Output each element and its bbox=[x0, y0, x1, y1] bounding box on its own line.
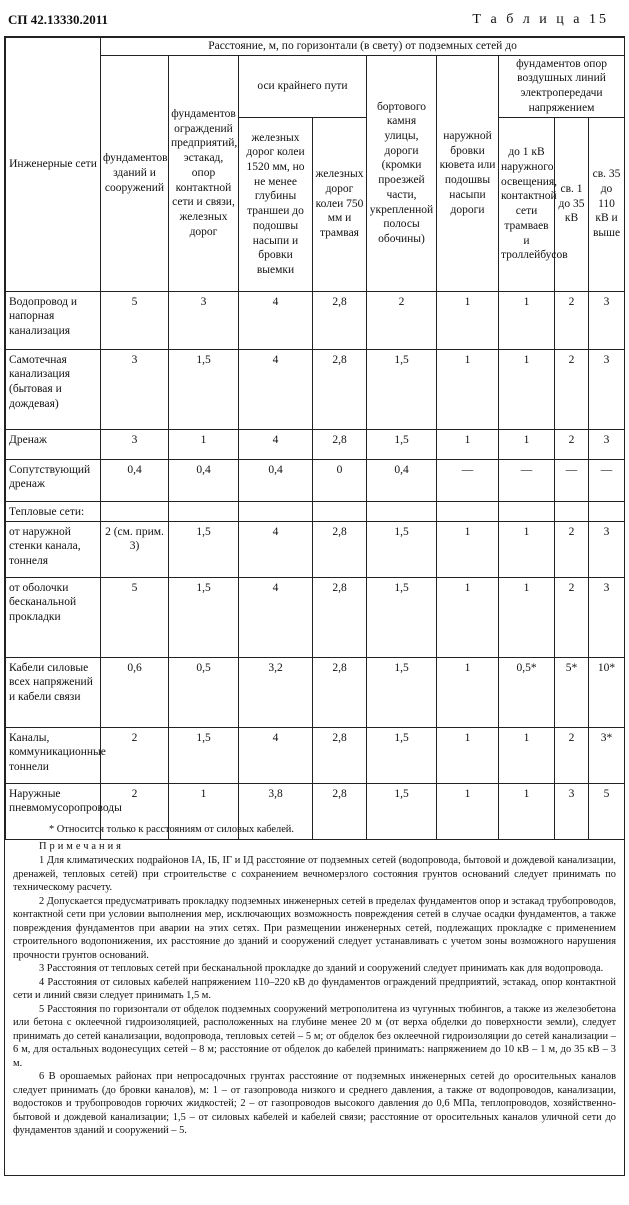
cell: 0,6 bbox=[101, 657, 169, 727]
header-engineering-networks: Инженерные сети bbox=[6, 38, 101, 292]
row-name: Дренаж bbox=[6, 429, 101, 459]
table-row bbox=[6, 459, 625, 501]
cell: 0,5* bbox=[499, 657, 555, 727]
cell: 1,5 bbox=[367, 657, 437, 727]
cell: 1,5 bbox=[367, 577, 437, 657]
header-rail-750: железных дорог колеи 750 мм и трамвая bbox=[313, 117, 367, 291]
cell: 1 bbox=[437, 349, 499, 429]
cell: 3 bbox=[169, 291, 239, 349]
cell: 4 bbox=[239, 429, 313, 459]
note-item: 2 Допускается предусматривать прокладку подземных инженерных сетей в пределах фундаментов опор и эстакад трубопроводов, контактной сети при условии выполнения мер, исключающих возможность повреждения сетей в случае осадки фундаментов, а также повреждения фундаментов при аварии на этих сетях. При размещении инженерных сетей, подлежащих прокладке с применением строительного водопонижения, их расстояние до зданий и сооружений следует устанавливать с учетом зоны возможного нарушения прочности грунтов оснований. bbox=[13, 895, 616, 961]
footnote: * Относится только к расстояниям от силовых кабелей. bbox=[49, 824, 294, 835]
cell: 3 bbox=[101, 349, 169, 429]
cell: 2,8 bbox=[313, 577, 367, 657]
cell: 5* bbox=[555, 657, 589, 727]
table-row bbox=[6, 521, 625, 577]
cell bbox=[437, 501, 499, 521]
row-name: Кабели силовые всех напряжений и кабели связи bbox=[6, 657, 101, 727]
header-ditch-edge: наружной бровки кювета или подошвы насыпи дороги bbox=[437, 55, 499, 291]
cell bbox=[499, 501, 555, 521]
cell bbox=[589, 501, 625, 521]
cell: 5 bbox=[589, 783, 625, 839]
cell: 5 bbox=[101, 577, 169, 657]
notes-title: Примечания bbox=[39, 840, 124, 852]
table-row bbox=[6, 501, 625, 521]
cell: 3 bbox=[589, 521, 625, 577]
cell: 1,5 bbox=[367, 349, 437, 429]
cell: 3,8 bbox=[239, 783, 313, 839]
cell: 2 bbox=[367, 291, 437, 349]
header-pole-foundations: фундаментов опор воздушных линий электропередачи напряжением bbox=[499, 55, 625, 117]
cell: 1,5 bbox=[169, 577, 239, 657]
cell: 2,8 bbox=[313, 429, 367, 459]
cell: 2 (см. прим. 3) bbox=[101, 521, 169, 577]
note-item: 4 Расстояния от силовых кабелей напряжением 110–220 кВ до фундаментов ограждений предприятий, эстакад, опор контактной сети и линий связи следует принимать 1,5 м. bbox=[13, 976, 616, 1002]
cell: 1 bbox=[499, 349, 555, 429]
cell: 0,5 bbox=[169, 657, 239, 727]
cell: 1,5 bbox=[169, 727, 239, 783]
cell: 3,2 bbox=[239, 657, 313, 727]
table-number: Т а б л и ц а 15 bbox=[472, 12, 609, 27]
cell: 4 bbox=[239, 521, 313, 577]
row-name: от оболочки бесканальной прокладки bbox=[6, 577, 101, 657]
table-row bbox=[6, 349, 625, 429]
cell: 2 bbox=[555, 349, 589, 429]
cell: 2,8 bbox=[313, 349, 367, 429]
cell: 0,4 bbox=[239, 459, 313, 501]
cell: 0 bbox=[313, 459, 367, 501]
cell: — bbox=[589, 459, 625, 501]
cell: 3 bbox=[589, 349, 625, 429]
cell: 1 bbox=[437, 727, 499, 783]
cell: 1,5 bbox=[169, 521, 239, 577]
cell: 1,5 bbox=[367, 521, 437, 577]
table-row bbox=[6, 429, 625, 459]
distance-table bbox=[5, 37, 625, 840]
cell bbox=[169, 501, 239, 521]
cell: 1 bbox=[169, 783, 239, 839]
cell: 1 bbox=[437, 291, 499, 349]
cell: 4 bbox=[239, 727, 313, 783]
cell: 4 bbox=[239, 291, 313, 349]
cell: 3 bbox=[589, 577, 625, 657]
table-row bbox=[6, 657, 625, 727]
cell: 2,8 bbox=[313, 657, 367, 727]
cell: 1 bbox=[169, 429, 239, 459]
row-name: Сопутствующий дренаж bbox=[6, 459, 101, 501]
note-item: 1 Для климатических подрайонов IА, IБ, IГ и IД расстояние от подземных сетей (водопровода, бытовой и дождевой канализации, дренажей, тепловых сетей) при строительстве с сохранением вечномерзлого состояния грунтов оснований следует принимать по техническому расчету. bbox=[13, 855, 616, 894]
cell: 1 bbox=[499, 727, 555, 783]
cell: 2 bbox=[555, 727, 589, 783]
header-distance-super: Расстояние, м, по горизонтали (в свету) от подземных сетей до bbox=[101, 38, 625, 56]
note-item: 6 В орошаемых районах при непросадочных грунтах расстояние от подземных инженерных сетей до оросительных каналов следует принимать (до бровки каналов), м: 1 – от газопровода низкого и среднего давления, а также от водопроводов, канализации, водостоков и трубопроводов горючих жидкостей; 2 – от газопроводов высокого давления до 0,6 МПа, теплопроводов, хозяйственно-бытовой и дождевой канализации; 1,5 – от силовых кабелей и кабелей связи; расстояние от оросительных каналов уличной сети до фундаментов зданий и сооружений – 5. bbox=[13, 1071, 616, 1137]
cell: 3 bbox=[589, 291, 625, 349]
cell: 2 bbox=[555, 291, 589, 349]
row-name: Самотечная канализация (бытовая и дождевая) bbox=[6, 349, 101, 429]
cell: 1,5 bbox=[169, 349, 239, 429]
cell: 1,5 bbox=[367, 783, 437, 839]
cell: 0,4 bbox=[101, 459, 169, 501]
note-item: 3 Расстояния от тепловых сетей при бесканальной прокладке до зданий и сооружений следует принимать как для водопровода. bbox=[39, 963, 604, 975]
row-name: Тепловые сети: bbox=[6, 501, 101, 521]
table-row bbox=[6, 577, 625, 657]
cell: 3 bbox=[101, 429, 169, 459]
cell: 2,8 bbox=[313, 291, 367, 349]
cell: 5 bbox=[101, 291, 169, 349]
row-name: Каналы, коммуникационные тоннели bbox=[6, 727, 101, 783]
cell bbox=[367, 501, 437, 521]
cell: 0,4 bbox=[367, 459, 437, 501]
cell: 2 bbox=[101, 727, 169, 783]
cell: 4 bbox=[239, 349, 313, 429]
cell: 2 bbox=[101, 783, 169, 839]
cell: 1 bbox=[437, 521, 499, 577]
cell bbox=[239, 501, 313, 521]
header-curb-stone: бортового камня улицы, дороги (кромки проезжей части, укрепленной полосы обочины) bbox=[367, 55, 437, 291]
row-name: Водопровод и напорная канализация bbox=[6, 291, 101, 349]
cell: 3* bbox=[589, 727, 625, 783]
row-name: от наружной стенки канала, тоннеля bbox=[6, 521, 101, 577]
header-track-axis: оси крайнего пути bbox=[239, 55, 367, 117]
header-up-to-1kv: до 1 кВ наружного освещения, контактной сети трамваев и троллейбусов bbox=[499, 117, 555, 291]
cell: 1,5 bbox=[367, 727, 437, 783]
note-item: 5 Расстояния по горизонтали от обделок подземных сооружений метрополитена из чугунных тюбингов, а также из железобетона или бетона с оклеечной гидроизоляцией, расположенных на глубине менее 20 м (от верха обделки до поверхности земли), следует принимать до сетей канализации, водопровода, тепловых сетей – 5 м; от обделок без оклеечной гидроизоляции до сетей канализации – 6 м, для остальных водонесущих сетей – 8 м; расстояние от обделок до кабелей принимать: напряжением до 10 кВ – 1 м, до 35 кВ – 3 м. bbox=[13, 1003, 616, 1069]
cell: 1 bbox=[499, 429, 555, 459]
cell: — bbox=[555, 459, 589, 501]
cell bbox=[555, 501, 589, 521]
table-sheet bbox=[4, 36, 625, 1176]
cell: — bbox=[499, 459, 555, 501]
cell: 4 bbox=[239, 577, 313, 657]
cell: 1 bbox=[499, 577, 555, 657]
cell: 2 bbox=[555, 521, 589, 577]
header-35-to-110kv: св. 35 до 110 кВ и выше bbox=[589, 117, 625, 291]
cell: 2 bbox=[555, 429, 589, 459]
cell: 2,8 bbox=[313, 727, 367, 783]
cell: 1 bbox=[499, 291, 555, 349]
cell: 0,4 bbox=[169, 459, 239, 501]
cell: 1 bbox=[437, 657, 499, 727]
notes-section bbox=[5, 819, 624, 1138]
cell: 1 bbox=[499, 521, 555, 577]
cell: 2,8 bbox=[313, 521, 367, 577]
document-code: СП 42.13330.2011 bbox=[8, 12, 109, 27]
cell: 1 bbox=[437, 577, 499, 657]
table-row bbox=[6, 291, 625, 349]
cell: 1,5 bbox=[367, 429, 437, 459]
header-building-foundations: фундаментов зданий и сооружений bbox=[101, 55, 169, 291]
cell: 1 bbox=[437, 429, 499, 459]
cell: 3 bbox=[589, 429, 625, 459]
cell: 1 bbox=[499, 783, 555, 839]
cell: 10* bbox=[589, 657, 625, 727]
header-1-to-35kv: св. 1 до 35 кВ bbox=[555, 117, 589, 291]
cell bbox=[101, 501, 169, 521]
row-name: Наружные пневмомусоропроводы bbox=[6, 783, 101, 839]
cell bbox=[313, 501, 367, 521]
cell: 2 bbox=[555, 577, 589, 657]
cell: 3 bbox=[555, 783, 589, 839]
header-rail-1520: железных дорог колеи 1520 мм, но не менее глубины траншеи до подошвы насыпи и бровки выемки bbox=[239, 117, 313, 291]
cell: 2,8 bbox=[313, 783, 367, 839]
cell: — bbox=[437, 459, 499, 501]
cell: 1 bbox=[437, 783, 499, 839]
header-fence-foundations: фундаментов ограждений предприятий, эстакад, опор контактной сети и связи, железных дорог bbox=[169, 55, 239, 291]
table-row bbox=[6, 727, 625, 783]
